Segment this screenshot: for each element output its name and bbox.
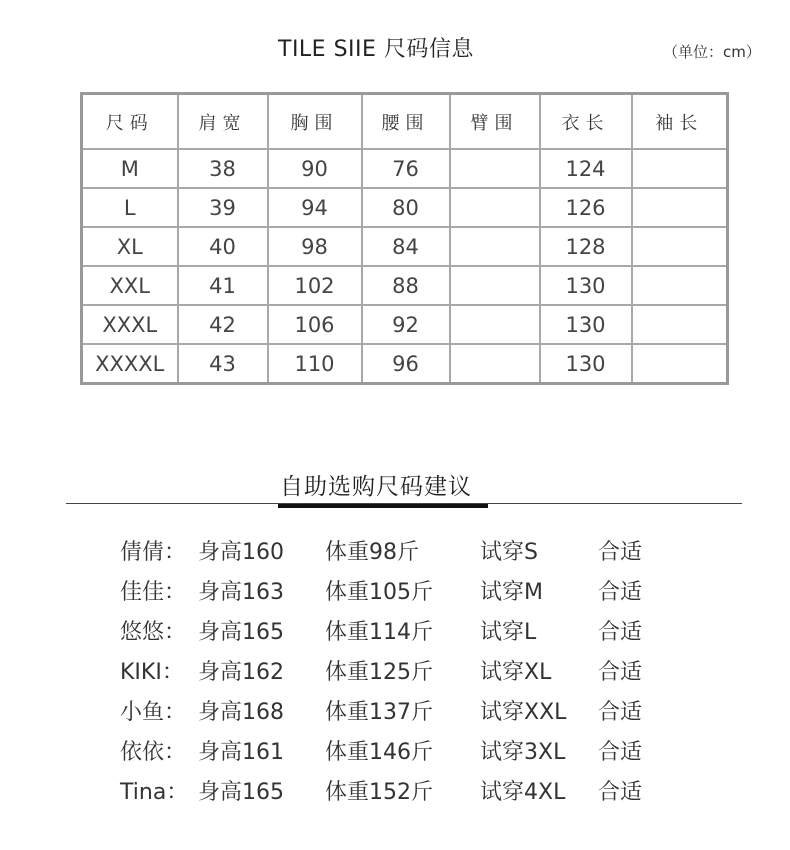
value-cell [450,188,540,227]
model-name: 小鱼： [120,700,187,725]
value-cell: 39 [178,188,268,227]
model-name: 悠悠： [120,620,187,645]
table-row [82,227,728,266]
value-cell [632,344,728,384]
value-cell: 40 [178,227,268,266]
value-cell: 130 [540,305,632,344]
trial-size: 试穿XL [480,660,552,685]
value-cell [632,305,728,344]
model-height: 身高168 [198,700,284,725]
model-name: 倩倩： [120,540,187,565]
value-cell: 88 [362,266,450,305]
model-height: 身高160 [198,540,284,565]
header-cell: 尺码 [82,94,178,150]
value-cell: 130 [540,344,632,384]
model-height: 身高163 [198,580,284,605]
size-cell: M [82,149,178,188]
model-weight: 体重114斤 [325,620,433,645]
header-cell: 袖长 [632,94,728,150]
trial-size: 试穿M [480,580,543,605]
model-weight: 体重125斤 [325,660,433,685]
table-header-row [82,94,728,150]
size-cell: XXXXL [82,344,178,384]
value-cell [632,227,728,266]
model-name: 依依： [120,740,187,765]
recommendation-title: 自助选购尺码建议 [280,474,472,500]
unit-note: （单位：cm） [663,43,761,61]
fit-result: 合适 [598,540,643,565]
list-item [0,655,790,695]
value-cell [632,266,728,305]
page-title: TILE SIIE 尺码信息 [278,37,474,62]
fit-result: 合适 [598,740,643,765]
model-weight: 体重152斤 [325,780,433,805]
table-row [82,149,728,188]
header-cell: 衣长 [540,94,632,150]
trial-size: 试穿L [480,620,537,645]
model-weight: 体重105斤 [325,580,433,605]
list-item [0,535,790,575]
header-cell: 胸围 [268,94,362,150]
value-cell: 90 [268,149,362,188]
model-height: 身高162 [198,660,284,685]
table-row [82,344,728,384]
table-row [82,188,728,227]
table-row [82,305,728,344]
value-cell: 106 [268,305,362,344]
value-cell [450,227,540,266]
header-cell: 臂围 [450,94,540,150]
value-cell: 76 [362,149,450,188]
value-cell: 96 [362,344,450,384]
value-cell: 124 [540,149,632,188]
size-cell: XL [82,227,178,266]
value-cell: 42 [178,305,268,344]
model-weight: 体重98斤 [325,540,419,565]
value-cell [450,344,540,384]
value-cell: 41 [178,266,268,305]
fit-result: 合适 [598,580,643,605]
model-name: Tina： [120,780,189,805]
model-name: KIKI： [120,660,184,685]
size-chart-table [80,92,729,385]
table-row [82,266,728,305]
header-cell: 肩宽 [178,94,268,150]
trial-size: 试穿S [480,540,538,565]
value-cell: 92 [362,305,450,344]
value-cell: 38 [178,149,268,188]
title-underline [278,504,488,508]
model-height: 身高165 [198,620,284,645]
value-cell: 130 [540,266,632,305]
value-cell: 43 [178,344,268,384]
trial-size: 试穿XXL [480,700,567,725]
size-cell: XXXL [82,305,178,344]
value-cell: 84 [362,227,450,266]
list-item [0,775,790,815]
model-weight: 体重146斤 [325,740,433,765]
value-cell: 110 [268,344,362,384]
fit-result: 合适 [598,620,643,645]
value-cell: 128 [540,227,632,266]
model-name: 佳佳： [120,580,187,605]
value-cell [632,188,728,227]
model-weight: 体重137斤 [325,700,433,725]
model-height: 身高165 [198,780,284,805]
list-item [0,615,790,655]
value-cell: 94 [268,188,362,227]
trial-size: 试穿4XL [480,780,566,805]
header-cell: 腰围 [362,94,450,150]
value-cell [450,305,540,344]
fit-result: 合适 [598,700,643,725]
size-cell: XXL [82,266,178,305]
value-cell [632,149,728,188]
trial-size: 试穿3XL [480,740,566,765]
value-cell [450,149,540,188]
value-cell: 80 [362,188,450,227]
list-item [0,695,790,735]
list-item [0,575,790,615]
value-cell [450,266,540,305]
recommendation-list [0,535,790,815]
fit-result: 合适 [598,660,643,685]
size-cell: L [82,188,178,227]
value-cell: 126 [540,188,632,227]
fit-result: 合适 [598,780,643,805]
model-height: 身高161 [198,740,284,765]
list-item [0,735,790,775]
value-cell: 102 [268,266,362,305]
value-cell: 98 [268,227,362,266]
